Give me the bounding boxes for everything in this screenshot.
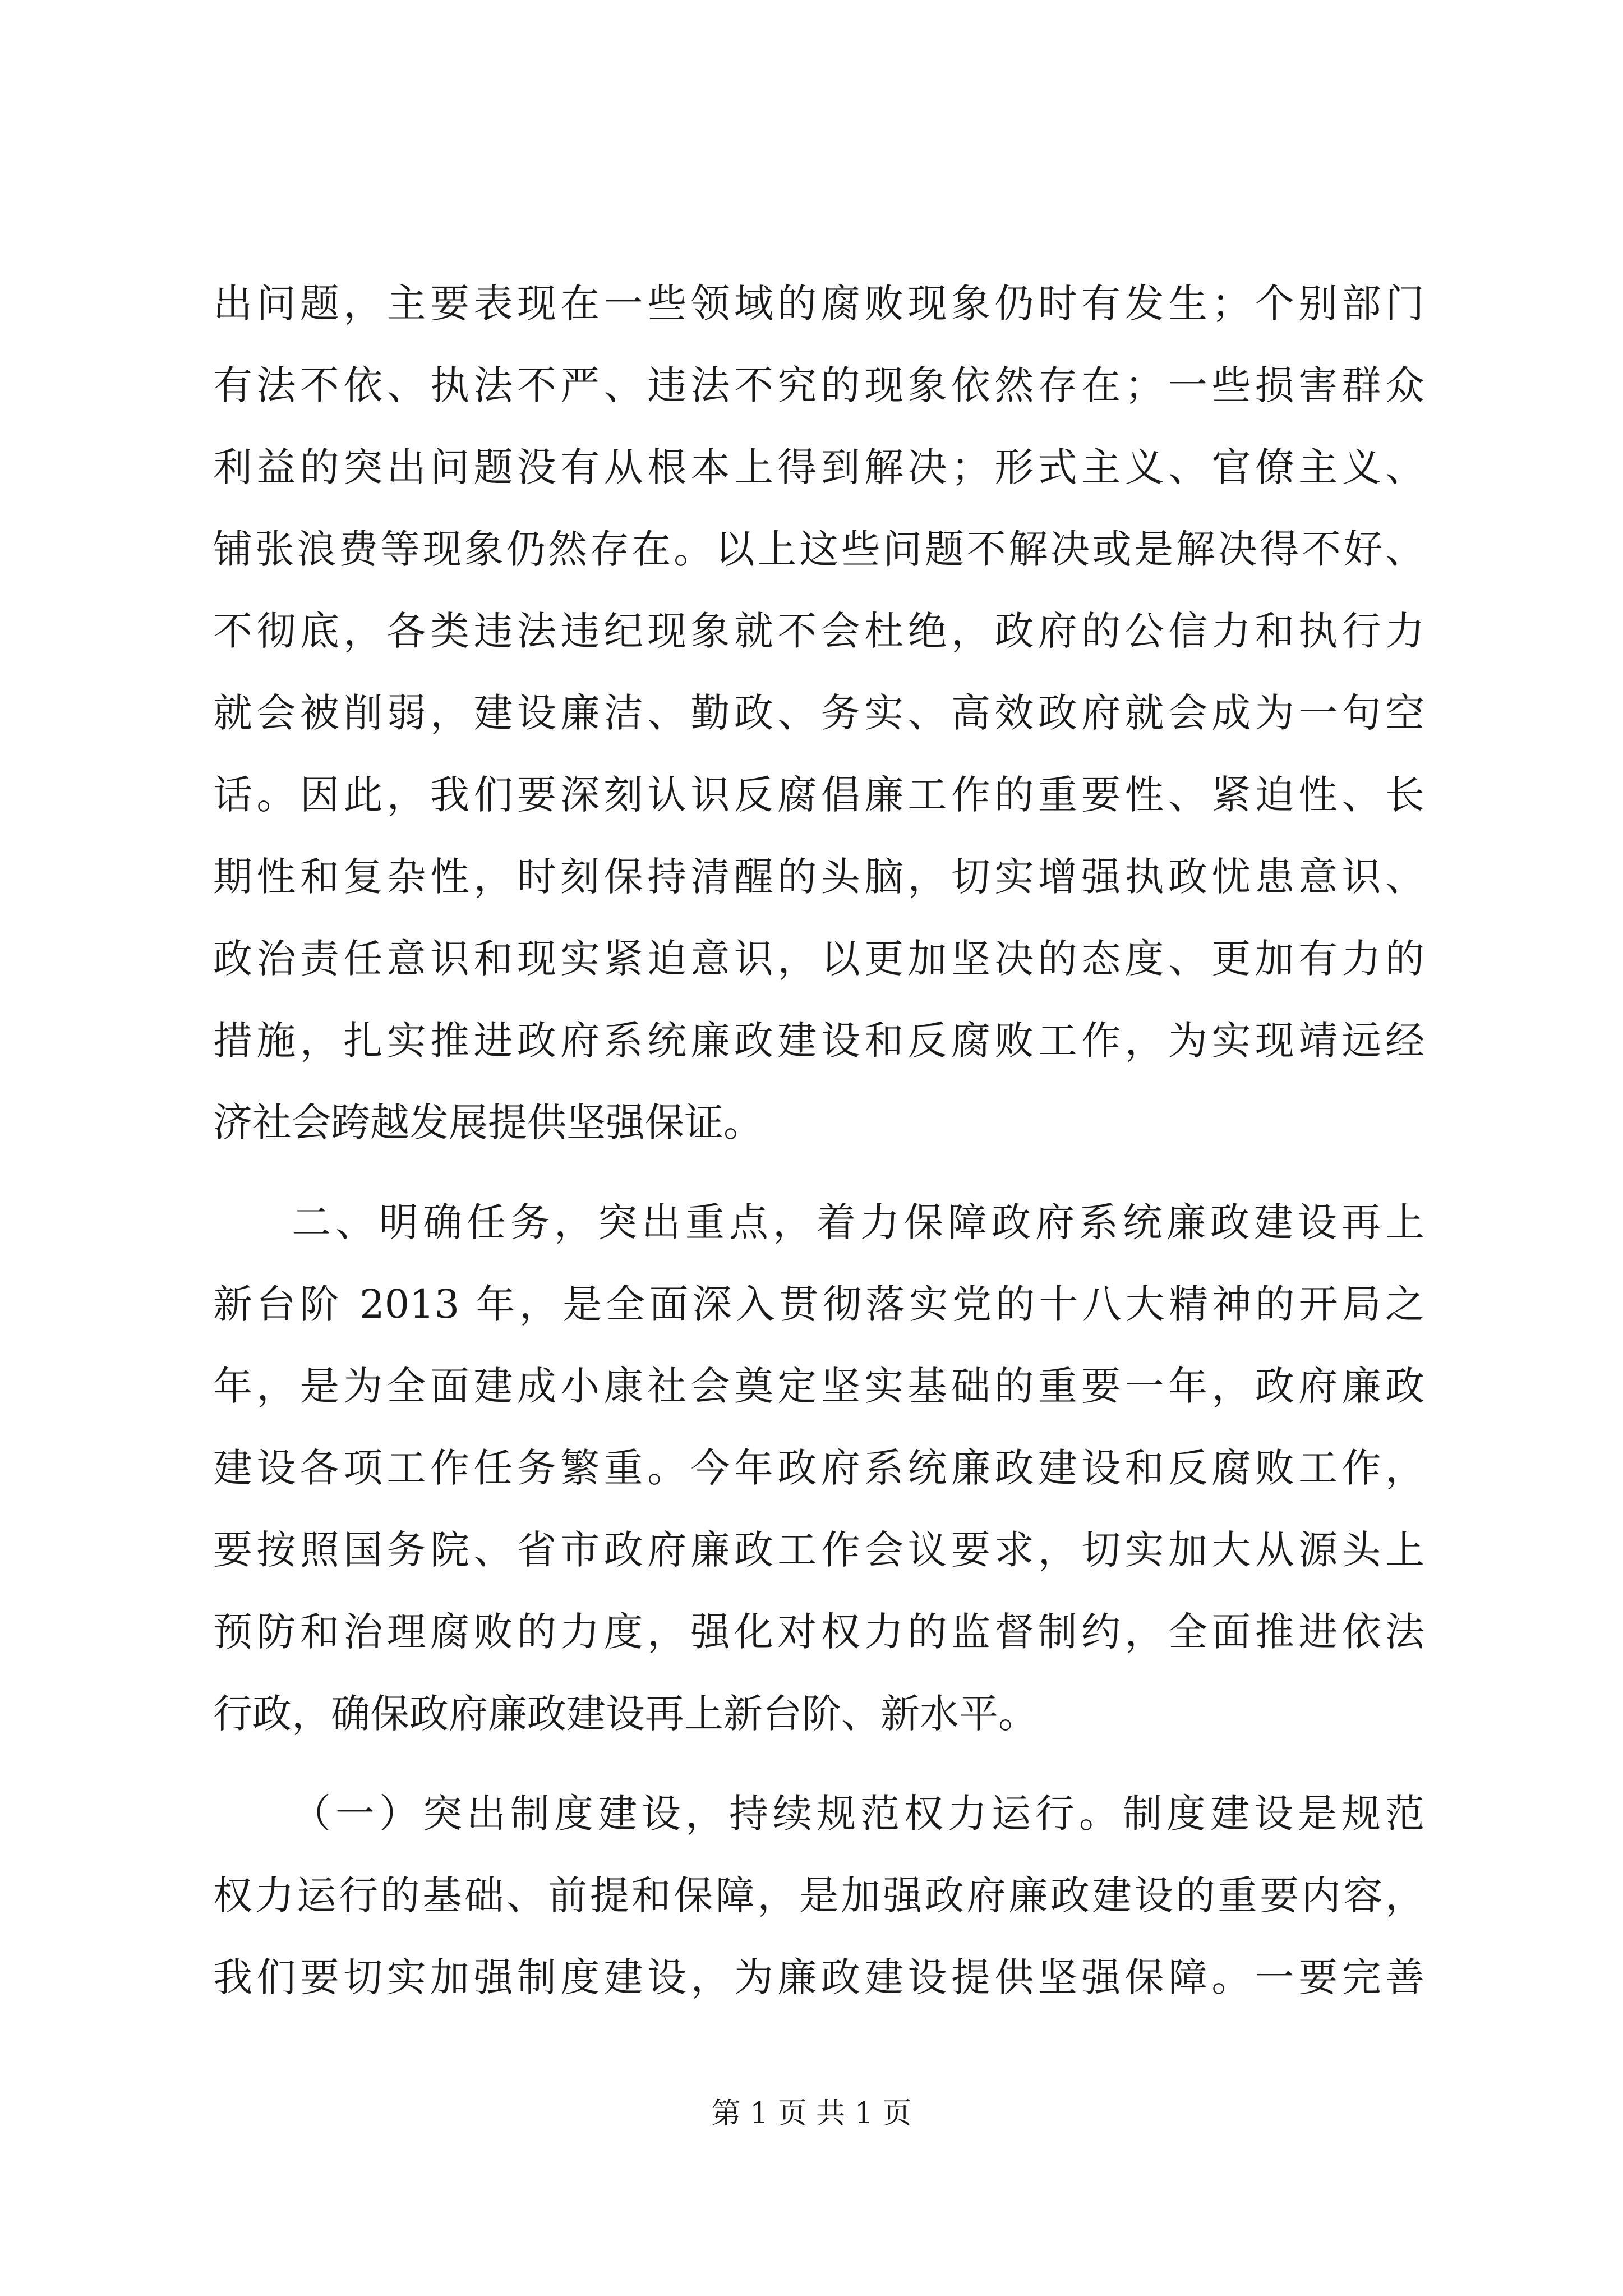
- section-heading-line: 二、明确任务，突出重点，着力保障政府系统廉政建设再上: [292, 1199, 1424, 1245]
- text-line: 我们要切实加强制度建设，为廉政建设提供坚强保障。一要完善: [213, 1954, 1424, 2000]
- text-line: 措施，扎实推进政府系统廉政建设和反腐败工作，为实现靖远经: [213, 1018, 1424, 1064]
- text-line: 铺张浪费等现象仍然存在。以上这些问题不解决或是解决得不好、: [213, 526, 1424, 572]
- text-line: 就会被削弱，建设廉洁、勤政、务实、高效政府就会成为一句空: [213, 690, 1424, 736]
- text-line: 期性和复杂性，时刻保持清醒的头脑，切实增强执政忧患意识、: [213, 854, 1424, 900]
- text-line: 出问题，主要表现在一些领域的腐败现象仍时有发生；个别部门: [213, 280, 1424, 326]
- text-line: 建设各项工作任务繁重。今年政府系统廉政建设和反腐败工作，: [213, 1445, 1424, 1491]
- text-line: 行政，确保政府廉政建设再上新台阶、新水平。: [213, 1691, 1038, 1737]
- text-line: 济社会跨越发展提供坚强保证。: [213, 1099, 763, 1145]
- text-line: 有法不依、执法不严、违法不究的现象依然存在；一些损害群众: [213, 362, 1424, 408]
- subsection-heading-line: （一）突出制度建设，持续规范权力运行。制度建设是规范: [292, 1791, 1424, 1837]
- text-line: 预防和治理腐败的力度，强化对权力的监督制约，全面推进依法: [213, 1609, 1424, 1655]
- text-line: 权力运行的基础、前提和保障，是加强政府廉政建设的重要内容，: [213, 1872, 1424, 1918]
- text-line: 政治责任意识和现实紧迫意识，以更加坚决的态度、更加有力的: [213, 936, 1424, 982]
- text-line: 话。因此，我们要深刻认识反腐倡廉工作的重要性、紧迫性、长: [213, 772, 1424, 818]
- body-text: [213, 263, 1424, 2018]
- text-line: 要按照国务院、省市政府廉政工作会议要求，切实加大从源头上: [213, 1527, 1424, 1573]
- text-line: 新台阶 2013 年，是全面深入贯彻落实党的十八大精神的开局之: [213, 1281, 1424, 1327]
- text-line: 年，是为全面建成小康社会奠定坚实基础的重要一年，政府廉政: [213, 1363, 1424, 1409]
- page-footer: 第 1 页 共 1 页: [711, 2097, 912, 2131]
- text-line: 利益的突出问题没有从根本上得到解决；形式主义、官僚主义、: [213, 444, 1424, 490]
- text-line: 不彻底，各类违法违纪现象就不会杜绝，政府的公信力和执行力: [213, 608, 1424, 654]
